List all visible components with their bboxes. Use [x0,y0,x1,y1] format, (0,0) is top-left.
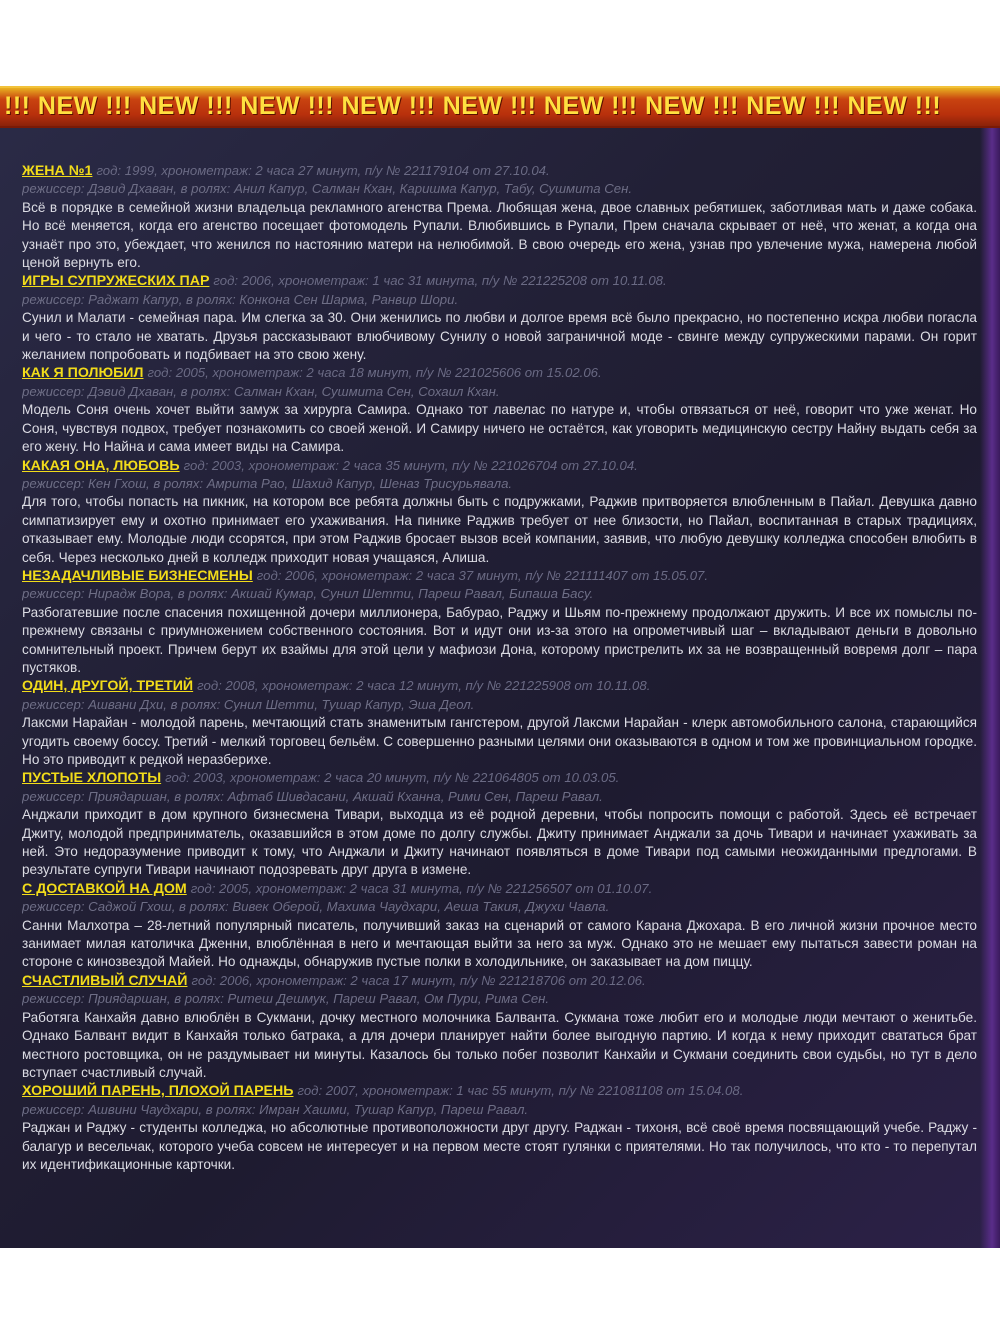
film-entry [22,1082,977,1174]
panel-edge-decoration [980,128,1000,1248]
film-meta: год: 2006, хронометраж: 2 часа 37 минут, п/у № 221111407 от 15.05.07. [256,567,709,583]
film-meta: год: 1999, хронометраж: 2 часа 27 минут, п/у № 221179104 от 27.10.04. [96,163,550,178]
film-entry [22,972,977,1082]
film-credits: режиссер: Дэвид Дхаван, в ролях: Салман Кхан, Сушмита Сен, Сохаил Кхан. [22,383,500,399]
film-description: Модель Соня очень хочет выйти замуж за хирурга Самира. Однако тот лавелас по натуре и, чтобы отвязаться от неё, говорит что уже женат. Но Соня, чувствуя подвох, требует познакомить со своей женой. И Самиру ничего не остаётся, как уговорить медицинскую сестру Найну выдать себя за его жену. Но Найна и сама имеет виды на Самира. [22,402,977,455]
banner-text: !!! NEW !!! NEW !!! NEW !!! NEW !!! NEW !!! NEW !!! NEW !!! NEW !!! NEW !!! [4,92,942,120]
film-meta: год: 2007, хронометраж: 1 час 55 минут, п/у № 221081108 от 15.04.08. [297,1083,744,1099]
film-meta: год: 2005, хронометраж: 2 часа 31 минута, п/у № 221256507 от 01.10.07. [190,880,653,896]
film-description: Для того, чтобы попасть на пикник, на котором все ребята должны быть с подружками, Раджив притворяется влюбленным в Пайал. Девушка давно симпатизирует ему и охотно принимает его ухаживания. На пинике Раджив требует от нее близости, но Пайал, воспитанная в старых традициях, отказывает ему. Молодые люди ссорятся, при этом Раджив бросает вызов всей компании, заявив, что любую девушку колледжа способен влюбить в себя. Через несколько дней в колледж приходит новая учащаяся, Алиша. [22,494,977,565]
film-header [22,567,977,585]
film-title: СЧАСТЛИВЫЙ СЛУЧАЙ [22,972,188,989]
film-title: КАК Я ПОЛЮБИЛ [22,365,144,382]
new-banner [0,86,1000,128]
film-meta: год: 2003, хронометраж: 2 часа 20 минут, п/у № 221064805 от 10.03.05. [165,770,620,786]
film-credits: режиссер: Саджой Гхош, в ролях: Вивек Оберой, Махима Чаудхари, Аеша Такия, Джухи Чавла. [22,899,610,915]
film-header [22,162,977,180]
film-credits: режиссер: Нирадж Вора, в ролях: Акшай Кумар, Сунил Шетти, Пареш Равал, Бипаша Басу. [22,586,594,602]
film-description: Санни Малхотра – 28-летний популярный писатель, получивший заказ на сценарий от самого Карана Джохара. В его личной жизни прочное место занимает милая католичка Дженни, влюблённая в него и мечтающая выйти за него за муж. Однако это не мешает ему пытаться завести роман на стороне с кинозвездой Майей. Но однажды, обнаружив пустые полки в холодильнике, он заказывает на дом пиццу. [22,917,977,970]
film-credits: режиссер: Раджат Капур, в ролях: Конкона Сен Шарма, Ранвир Шори. [22,291,459,307]
film-entry [22,272,977,364]
film-description: Раджан и Раджу - студенты колледжа, но абсолютные противоположности друг другу. Раджан - тихоня, всё своё время посвящающий учебе. Раджу - балагур и весельчак, которого учеба совсем не интересует и на первом месте стоят гулянки с приятелями. Но так получилось, что кто - то перепутал их идентификационные карточки. [22,1120,977,1172]
film-title: ОДИН, ДРУГОЙ, ТРЕТИЙ [22,678,194,695]
film-description: Анджали приходит в дом крупного бизнесмена Тивари, выходца из её родной деревни, чтобы попросить помощи с работой. Здесь её встречает Джиту, молодой предприниматель, оказавшийся в этом доме по долгу службы. Джиту принимает Анджали за дочь Тивари и начинает ухаживать за ней. Это недоразумение приводит к тому, что Анджали и Джиту начинают появляться в доме Тивари под самыми неожиданными предлогами. В результате супруги Тивари начинают подозревать друг друга в измене. [22,807,977,878]
film-description: Всё в порядке в семейной жизни владельца рекламного агенства Према. Любящая жена, двое славных ребятишек, заботливая мать и даже собака. Но всё меняется, когда его агенство посещает фотомодель Рупали. Влюбившись в Рупали, Прем сначала скрывает от неё, что женат, а когда она узнаёт про это, убеждает, что женился по настоянию матери на нелюбимой. В свою очередь его жена, узнав про увлечение мужа, намерена любой ценой вернуть его. [22,199,977,271]
film-header [22,880,977,898]
film-header [22,677,977,695]
film-meta: год: 2006, хронометраж: 2 часа 17 минут, п/у № 221218706 от 20.12.06. [191,972,646,988]
film-description: Лаксми Нарайан - молодой парень, мечтающий стать знаменитым гангстером, другой Лаксми Нарайан - клерк автомобильного салона, старающийся угодить своему боссу. Третий - мелкий торговец бельём. С совершенно разными целями они оказываются в одном и том же провинциальном городке. Но это приводит к редкой неразберихе. [22,715,977,767]
film-meta: год: 2006, хронометраж: 1 час 31 минута, п/у № 221225208 от 10.11.08. [213,273,667,289]
film-credits: режиссер: Ашвани Дхи, в ролях: Сунил Шетти, Тушар Капур, Эша Деол. [22,696,475,712]
film-credits: режиссер: Кен Гхош, в ролях: Амрита Рао, Шахид Капур, Шеназ Трисурьявала. [22,475,513,491]
film-entry [22,769,977,879]
film-credits: режиссер: Приядаршан, в ролях: Афтаб Шивдасани, Акшай Кханна, Рими Сен, Пареш Равал. [22,788,603,804]
film-list-panel [0,128,1000,1248]
film-header [22,272,977,290]
film-title: ХОРОШИЙ ПАРЕНЬ, ПЛОХОЙ ПАРЕНЬ [22,1083,294,1100]
film-credits: режиссер: Дэвид Дхаван, в ролях: Анил Капур, Салман Кхан, Каришма Капур, Табу, Сушмита Сен. [22,181,633,197]
film-header [22,457,977,475]
film-entry [22,162,977,272]
film-title: КАКАЯ ОНА, ЛЮБОВЬ [22,457,180,474]
film-title: ЖЕНА №1 [22,163,93,179]
film-header [22,364,977,382]
film-credits: режиссер: Приядаршан, в ролях: Ритеш Дешмук, Пареш Равал, Ом Пури, Рима Сен. [22,991,550,1007]
film-meta: год: 2003, хронометраж: 2 часа 35 минут, п/у № 221026704 от 27.10.04. [183,457,638,473]
film-entry [22,880,977,972]
film-meta: год: 2005, хронометраж: 2 часа 18 минут, п/у № 221025606 от 15.02.06. [147,365,602,381]
film-entry [22,457,977,567]
film-title: ПУСТЫЕ ХЛОПОТЫ [22,770,162,787]
film-entry [22,567,977,677]
film-meta: год: 2008, хронометраж: 2 часа 12 минут, п/у № 221225908 от 10.11.08. [197,678,651,694]
film-title: НЕЗАДАЧЛИВЫЕ БИЗНЕСМЕНЫ [22,567,253,584]
film-list [22,162,977,1174]
film-header [22,1082,977,1100]
film-description: Работяга Канхайя давно влюблён в Сукмани, дочку местного молочника Балванта. Сукмана тоже любит его и молодые люди мечтают о женитьбе. Однако Балвант видит в Канхайя только батрака, а для дочери планирует найти более выгодную партию. И когда к нему приходит свататься брат местного ростовщика, он не раздумывает ни минуты. Казалось бы только побег позволит Канхайи и Сукмани соединить свои судьбы, но тут в дело вступает счастливый случай. [22,1009,977,1080]
film-header [22,972,977,990]
film-credits: режиссер: Ашвини Чаудхари, в ролях: Имран Хашми, Тушар Капур, Пареш Равал. [22,1101,529,1117]
film-title: ИГРЫ СУПРУЖЕСКИХ ПАР [22,273,210,290]
film-header [22,769,977,787]
film-description: Сунил и Малати - семейная пара. Им слегка за 30. Они женились по любви и долгое время всё было прекрасно, но постепенно искра любви погасла и чего - то стало не хватать. Друзья рассказывают влюбчивому Сунилу о новой заграничной моде - свинге между супружескими парами. Он горит желанием попробовать и подбивает на это свою жену. [22,310,977,363]
film-entry [22,677,977,769]
film-title: С ДОСТАВКОЙ НА ДОМ [22,880,187,897]
film-entry [22,364,977,456]
film-description: Разбогатевшие после спасения похищенной дочери миллионера, Бабурао, Раджу и Шьям по-прежнему продолжают дружить. И все их помыслы по-прежнему связаны с приумножением собственного состояния. Вот и идут они из-за этого на опрометчивый шаг – вкладывают деньги в довольно сомнительный проект. Причем берут их взаймы для этой цели у мафиози Дона, которому пристрелить их за не возвращенный вовремя долг – пара пустяков. [22,604,977,675]
